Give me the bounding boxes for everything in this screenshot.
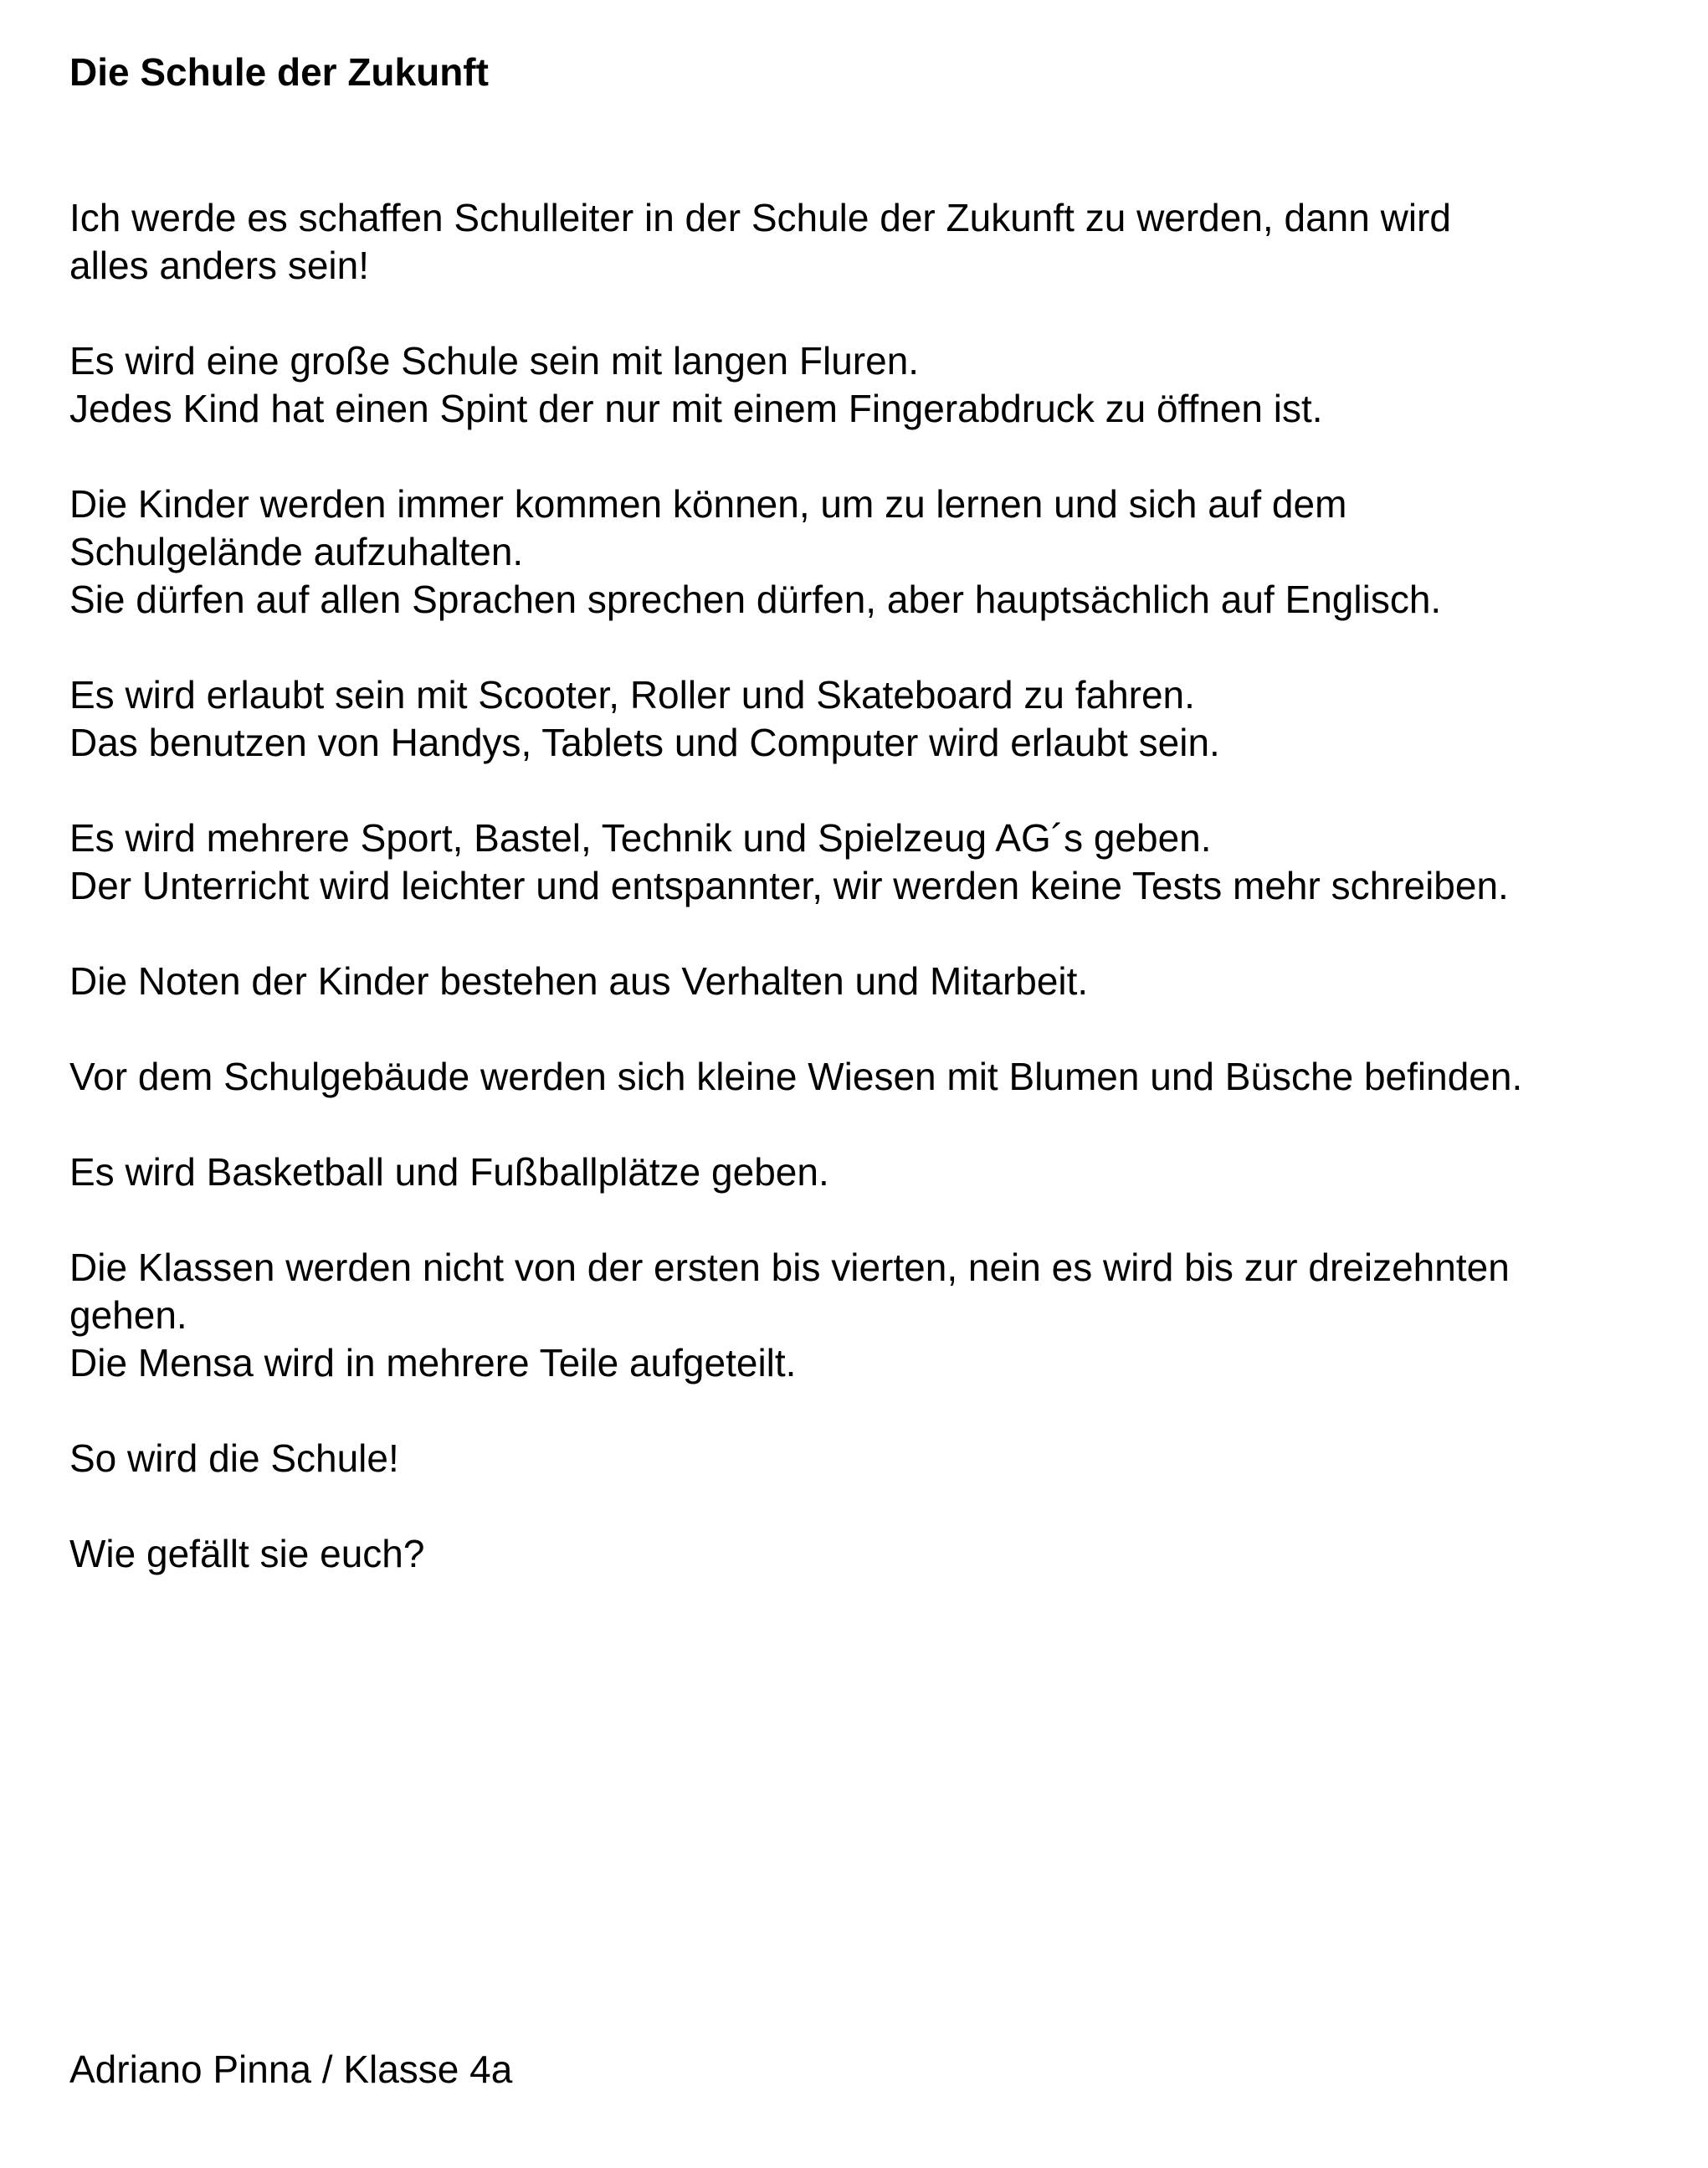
paragraph: [69, 480, 1659, 624]
text-line: Sie dürfen auf allen Sprachen sprechen dürfen, aber hauptsächlich auf Englisch.: [69, 578, 1442, 621]
paragraph: [69, 1244, 1659, 1387]
paragraph: [69, 671, 1659, 767]
text-line: Es wird Basketball und Fußballplätze geben.: [69, 1150, 829, 1194]
text-line: Es wird erlaubt sein mit Scooter, Roller und Skateboard zu fahren.: [69, 673, 1195, 717]
text-line: Ich werde es schaffen Schulleiter in der Schule der Zukunft zu werden, dann wird: [69, 196, 1451, 239]
paragraph: [69, 958, 1659, 1005]
paragraph: [69, 194, 1659, 290]
text-line: Es wird eine große Schule sein mit langen Fluren.: [69, 339, 920, 383]
paragraph: [69, 1053, 1659, 1101]
text-line: Jedes Kind hat einen Spint der nur mit einem Fingerabdruck zu öffnen ist.: [69, 387, 1323, 430]
paragraph: [69, 1530, 1659, 1578]
text-line: Die Mensa wird in mehrere Teile aufgeteilt.: [69, 1341, 797, 1385]
author-signature: Adriano Pinna / Klasse 4a: [69, 2047, 513, 2091]
text-line: alles anders sein!: [69, 244, 369, 287]
document-body: [69, 194, 1659, 1626]
paragraph: [69, 814, 1659, 910]
text-line: Die Klassen werden nicht von der ersten bis vierten, nein es wird bis zur dreizehnten: [69, 1246, 1510, 1289]
document-title: Die Schule der Zukunft: [69, 50, 489, 94]
text-line: Die Noten der Kinder bestehen aus Verhalten und Mitarbeit.: [69, 959, 1089, 1003]
text-line: gehen.: [69, 1293, 187, 1337]
text-line: So wird die Schule!: [69, 1436, 399, 1480]
paragraph: [69, 1148, 1659, 1196]
text-line: Wie gefällt sie euch?: [69, 1532, 425, 1575]
text-line: Vor dem Schulgebäude werden sich kleine Wiesen mit Blumen und Büsche befinden.: [69, 1055, 1523, 1098]
text-line: Es wird mehrere Sport, Bastel, Technik und Spielzeug AG´s geben.: [69, 816, 1212, 860]
paragraph: [69, 1435, 1659, 1482]
text-line: Die Kinder werden immer kommen können, um zu lernen und sich auf dem: [69, 482, 1347, 526]
text-line: Der Unterricht wird leichter und entspannter, wir werden keine Tests mehr schreiben.: [69, 864, 1509, 907]
text-line: Schulgelände aufzuhalten.: [69, 530, 524, 573]
text-line: Das benutzen von Handys, Tablets und Computer wird erlaubt sein.: [69, 721, 1220, 764]
paragraph: [69, 337, 1659, 433]
